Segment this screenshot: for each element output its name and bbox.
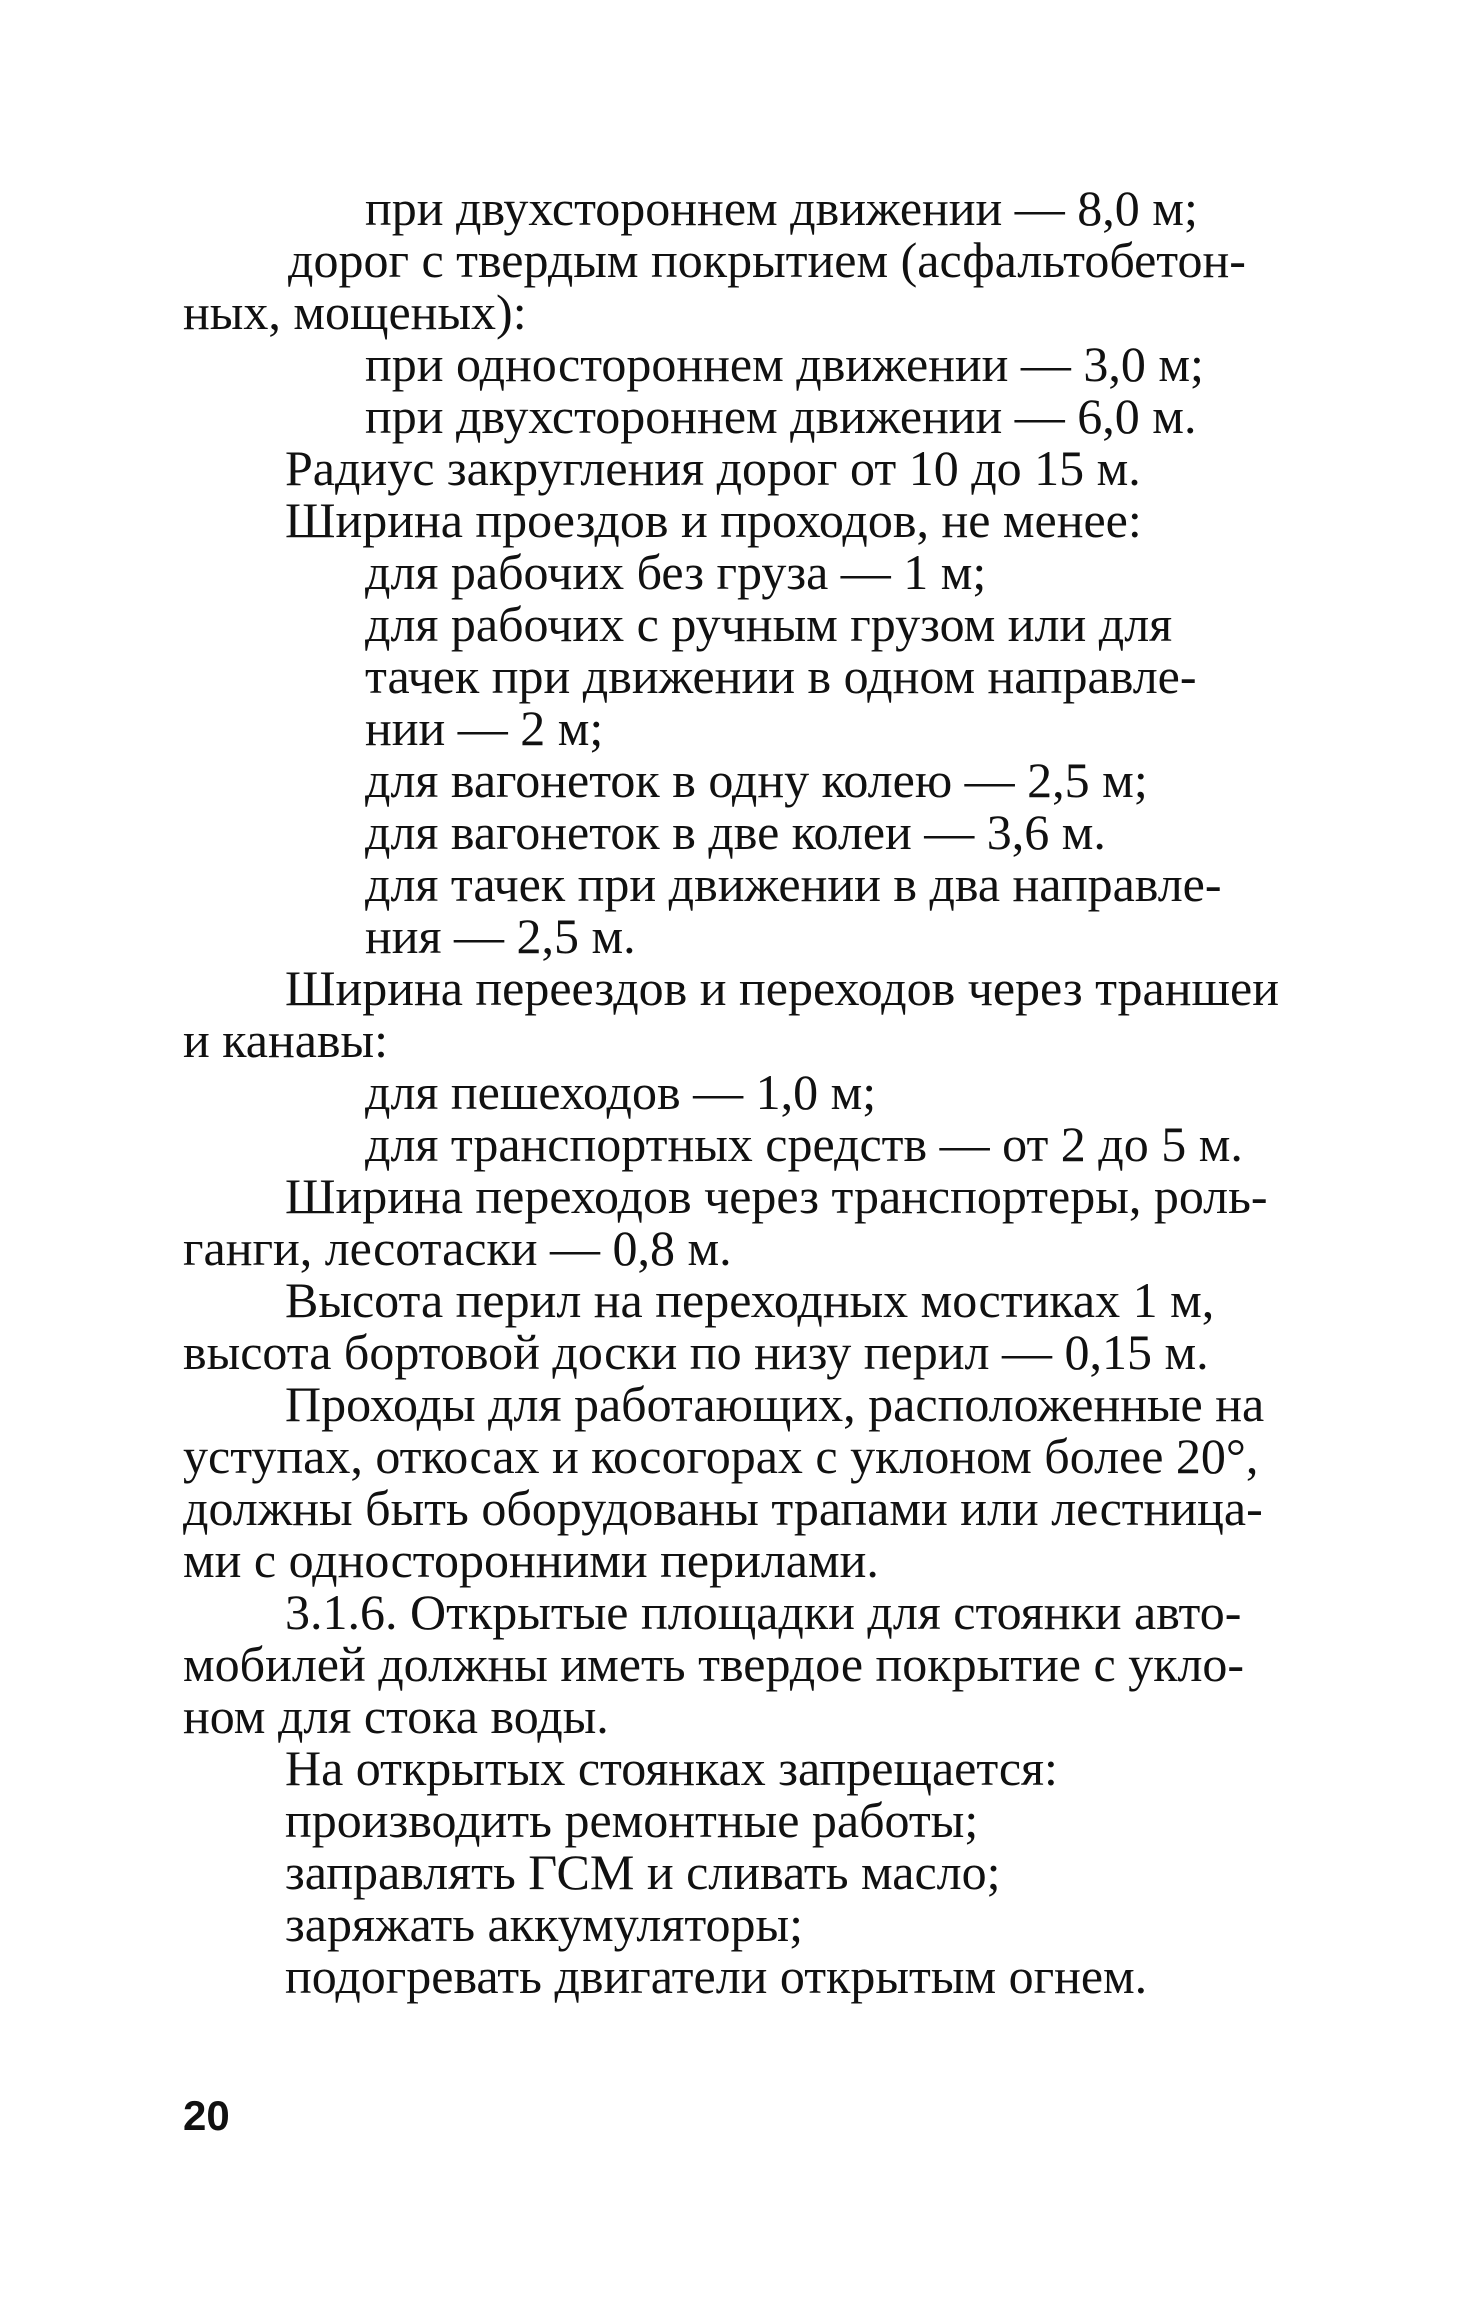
text-line: для пешеходов — 1,0 м; xyxy=(365,1064,877,1120)
text-line: мобилей должны иметь твердое покрытие с укло- xyxy=(183,1636,1245,1692)
text-line: при двухстороннем движении — 8,0 м; xyxy=(365,180,1198,236)
text-line: Проходы для работающих, расположенные на xyxy=(285,1376,1265,1432)
text-line: заправлять ГСМ и сливать масло; xyxy=(285,1844,1001,1900)
text-line: для тачек при движении в два направле- xyxy=(365,856,1222,912)
text-line: На открытых стоянках запрещается: xyxy=(285,1740,1058,1796)
text-line: Ширина проездов и проходов, не менее: xyxy=(285,492,1142,548)
text-line: для транспортных средств — от 2 до 5 м. xyxy=(365,1116,1243,1172)
text-line: ния — 2,5 м. xyxy=(365,908,636,964)
text-line: производить ремонтные работы; xyxy=(285,1792,979,1848)
text-line: ганги, лесотаски — 0,8 м. xyxy=(183,1220,732,1276)
text-line: Высота перил на переходных мостиках 1 м, xyxy=(285,1272,1215,1328)
text-line: при одностороннем движении — 3,0 м; xyxy=(365,336,1204,392)
text-line: Ширина переходов через транспортеры, роль- xyxy=(285,1168,1268,1224)
text-line: подогревать двигатели открытым огнем. xyxy=(285,1948,1148,2004)
text-line: высота бортовой доски по низу перил — 0,15 м. xyxy=(183,1324,1209,1380)
text-line: ми с односторонними перилами. xyxy=(183,1532,879,1588)
text-line: ном для стока воды. xyxy=(183,1688,609,1744)
text-line: ных, мощеных): xyxy=(183,284,527,340)
text-line: нии — 2 м; xyxy=(365,700,604,756)
text-line: тачек при движении в одном направле- xyxy=(365,648,1197,704)
text-line: уступах, откосах и косогорах с уклоном более 20°, xyxy=(183,1428,1259,1484)
text-line: 3.1.6. Открытые площадки для стоянки авто- xyxy=(285,1584,1242,1640)
text-line: Радиус закругления дорог от 10 до 15 м. xyxy=(285,440,1141,496)
page-number: 20 xyxy=(183,2092,230,2139)
text-line: и канавы: xyxy=(183,1012,389,1068)
text-line: должны быть оборудованы трапами или лестница- xyxy=(183,1480,1263,1536)
text-line: для рабочих с ручным грузом или для xyxy=(365,596,1173,652)
text-line: для рабочих без груза — 1 м; xyxy=(365,544,987,600)
text-line: дорог с твердым покрытием (асфальтобетон- xyxy=(288,232,1246,288)
text-line: Ширина переездов и переходов через траншеи xyxy=(285,960,1279,1016)
text-line: заряжать аккумуляторы; xyxy=(285,1896,804,1952)
text-line: для вагонеток в две колеи — 3,6 м. xyxy=(365,804,1106,860)
text-line: при двухстороннем движении — 6,0 м. xyxy=(365,388,1197,444)
text-line: для вагонеток в одну колею — 2,5 м; xyxy=(365,752,1148,808)
